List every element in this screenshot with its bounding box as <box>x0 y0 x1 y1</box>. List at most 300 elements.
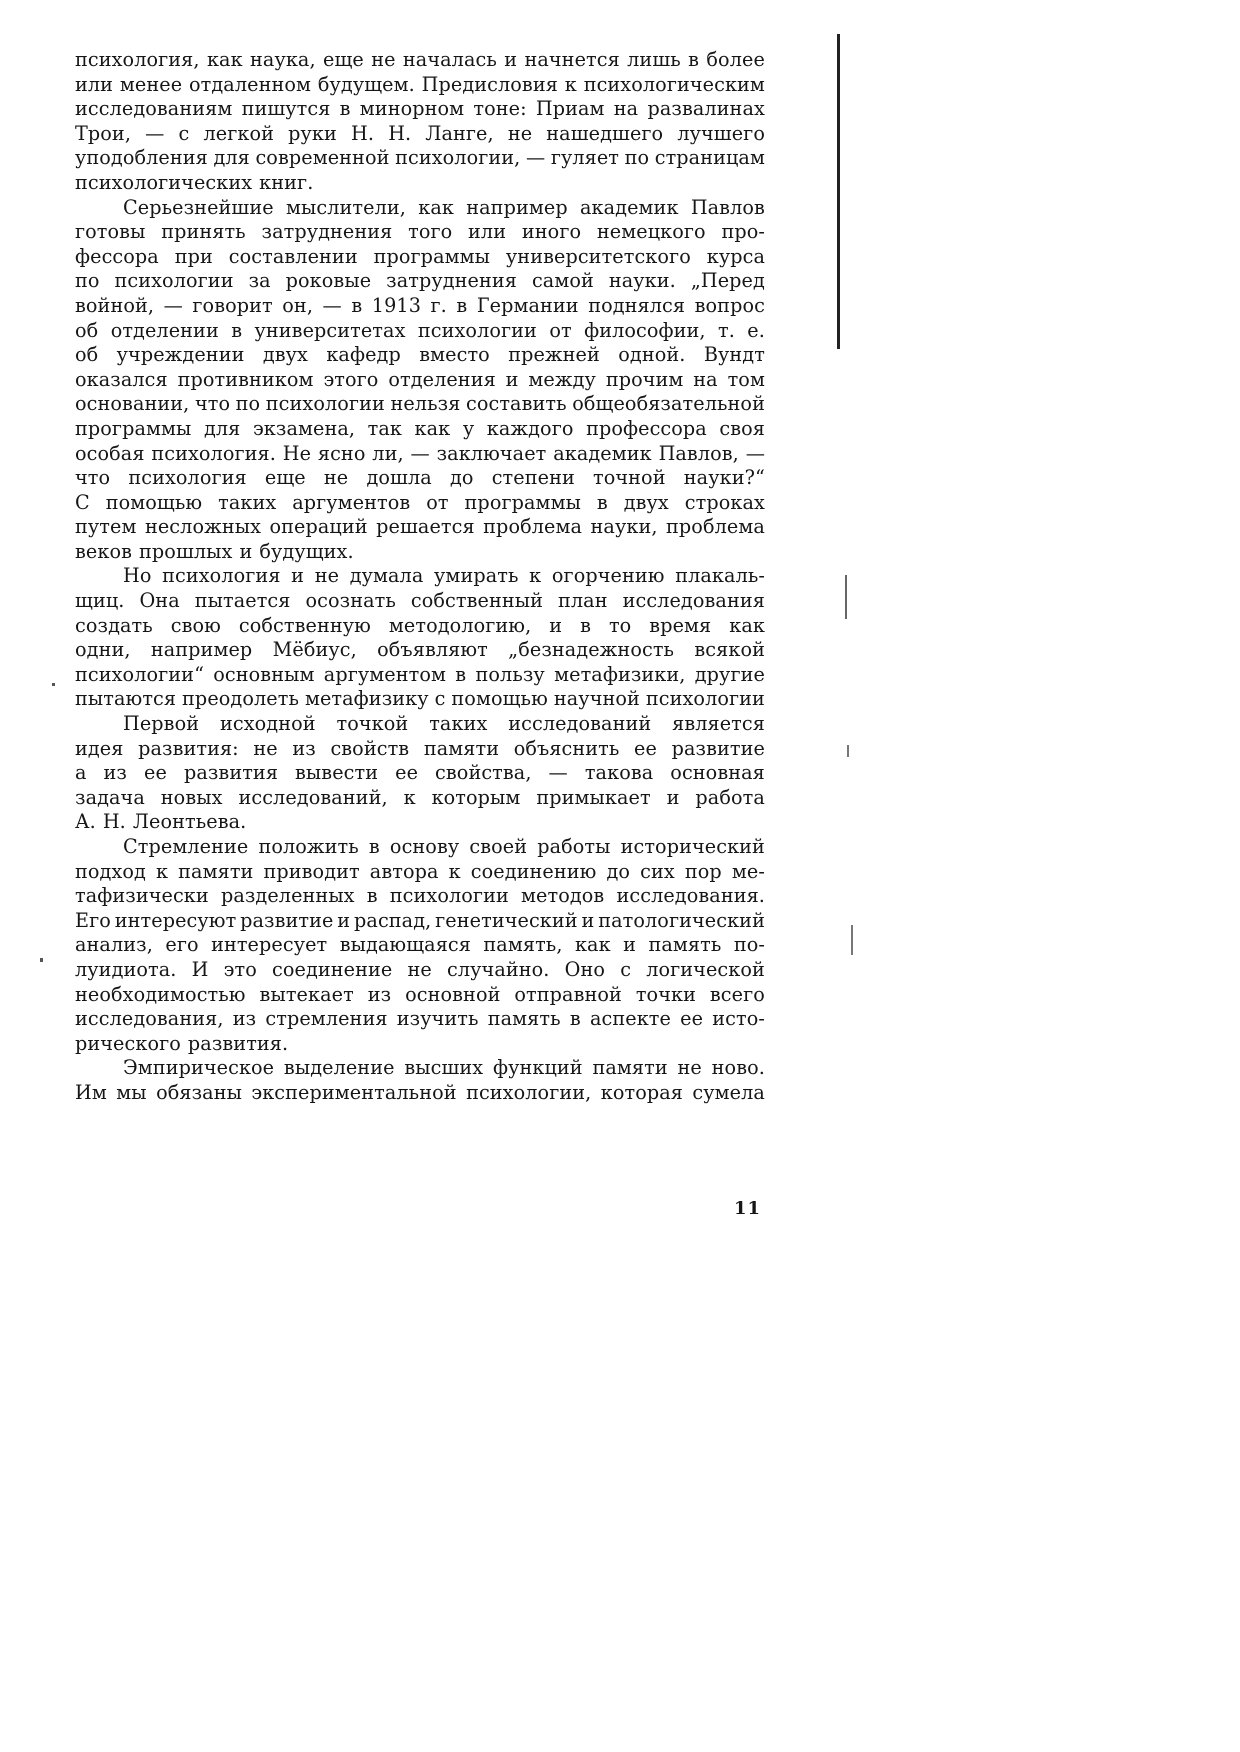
word: руки <box>288 121 337 145</box>
word: по <box>235 392 261 416</box>
word: его <box>165 933 199 957</box>
word: самой <box>531 269 594 293</box>
word: решается <box>376 515 475 539</box>
word: лишь <box>627 48 681 71</box>
word: книг. <box>259 170 314 194</box>
word: функций <box>492 1056 583 1080</box>
word: основании, <box>75 392 190 416</box>
word: не <box>253 736 278 760</box>
word: умирать <box>434 564 519 588</box>
word: развитие <box>671 736 765 760</box>
word: несложных <box>144 515 262 539</box>
word: особая <box>75 441 145 465</box>
word: психологическим <box>583 72 765 96</box>
word: которая <box>600 1080 683 1104</box>
word: психологии, <box>395 146 521 170</box>
word: рического <box>75 1031 181 1055</box>
word: И <box>191 957 209 981</box>
word: методологию, <box>388 613 532 637</box>
word: об <box>75 318 99 342</box>
word: Эмпирическое <box>123 1056 275 1080</box>
text-line <box>75 73 765 98</box>
word: огорчению <box>551 564 665 588</box>
word: ее <box>634 736 657 760</box>
word: университетского <box>505 244 691 268</box>
text-line <box>75 343 765 368</box>
word: основной <box>405 982 501 1006</box>
word: С <box>75 490 90 514</box>
word: исследований, <box>238 785 388 809</box>
word: профессора <box>586 416 707 440</box>
word: является <box>672 712 765 736</box>
word: „безнадежность <box>508 638 675 662</box>
word: Н. <box>102 810 126 834</box>
word: исходной <box>220 712 316 736</box>
word: Трои, <box>75 121 132 145</box>
body-text <box>75 48 765 1106</box>
word: в <box>351 293 363 317</box>
word: каждого <box>486 416 574 440</box>
word: от <box>426 490 449 514</box>
word: Павлов <box>690 195 765 219</box>
word: ново. <box>711 1056 765 1080</box>
word: психологии, <box>466 1080 592 1104</box>
word: начнется <box>524 48 620 71</box>
text-line <box>75 220 765 245</box>
word: психология, <box>75 48 200 71</box>
text-line <box>75 294 765 319</box>
word: от <box>549 318 572 342</box>
word: экзамена, <box>252 416 356 440</box>
word: плакаль- <box>675 564 765 588</box>
word: прочим <box>605 367 684 391</box>
word: основным <box>213 662 315 686</box>
word: осознать <box>305 589 396 613</box>
text-line <box>75 319 765 344</box>
word: Приам <box>535 97 605 121</box>
word: развития <box>183 761 279 785</box>
word: дошла <box>366 466 432 490</box>
word: — <box>525 146 546 170</box>
text-line <box>75 392 765 417</box>
word: свойств <box>330 736 410 760</box>
word: исследования, <box>75 1007 224 1031</box>
word: в <box>688 48 700 71</box>
word: в <box>366 884 378 908</box>
word: Серьезнейшие <box>123 195 274 219</box>
word: Но <box>123 564 152 588</box>
text-line <box>75 269 765 294</box>
word: не <box>677 1056 702 1080</box>
word: Н. <box>388 121 412 145</box>
word: том <box>727 367 765 391</box>
word: г. <box>430 293 447 317</box>
text-line <box>75 786 765 811</box>
word: аспекте <box>589 1007 671 1031</box>
word: развитие <box>240 908 334 932</box>
word: то <box>608 613 632 637</box>
word: одной. <box>618 343 686 367</box>
word: к <box>156 859 169 883</box>
text-line <box>75 146 765 171</box>
text-line <box>75 983 765 1008</box>
word: тоне: <box>473 97 527 121</box>
scan-artifact-mark <box>845 575 847 619</box>
word: не <box>507 121 533 145</box>
word: патологический <box>598 908 765 932</box>
word: в <box>580 613 592 637</box>
word: исследований <box>508 712 652 736</box>
word: к <box>564 72 577 96</box>
text-line <box>75 97 765 122</box>
word: как <box>729 613 765 637</box>
word: иного <box>521 220 582 244</box>
word: и <box>623 933 637 957</box>
text-line <box>75 564 765 589</box>
word: аргументов <box>292 490 411 514</box>
word: пытается <box>194 589 291 613</box>
word: как <box>414 416 451 440</box>
word: с <box>620 957 632 981</box>
word: Первой <box>123 712 200 736</box>
word: двух <box>262 343 308 367</box>
word: память <box>648 933 722 957</box>
text-line <box>75 663 765 688</box>
word: Леонтьева. <box>132 810 247 834</box>
word: памяти <box>423 736 500 760</box>
word: не <box>323 466 349 490</box>
word: путем <box>75 515 137 539</box>
word: Павлов, <box>658 441 739 465</box>
word: к <box>448 859 461 883</box>
word: программы <box>75 416 192 440</box>
word: ясно <box>317 441 366 465</box>
word: из <box>103 761 128 785</box>
word: в <box>569 1007 581 1031</box>
word: наука, <box>250 48 316 71</box>
word: вместо <box>419 343 490 367</box>
word: как <box>418 195 454 219</box>
word: логической <box>646 957 765 981</box>
word: случайно. <box>447 957 550 981</box>
word: 1913 <box>371 293 422 317</box>
word: собственный <box>410 589 543 613</box>
word: нельзя <box>390 392 461 416</box>
word: академик <box>553 441 652 465</box>
word: ее <box>395 761 419 785</box>
text-line <box>75 860 765 885</box>
word: „Перед <box>690 269 765 293</box>
word: минорном <box>359 97 465 121</box>
word: думала <box>349 564 424 588</box>
word: пользу <box>475 662 545 686</box>
word: Стремление <box>123 835 249 858</box>
word: легкой <box>203 121 275 145</box>
word: точки <box>635 982 696 1006</box>
word: Его <box>75 908 111 932</box>
word: уподобления <box>75 146 208 170</box>
word: изучить <box>396 1007 479 1031</box>
word: всего <box>709 982 765 1006</box>
word: ее <box>680 1007 704 1031</box>
word: работы <box>537 835 611 858</box>
word: не <box>407 957 432 981</box>
word: разделенных <box>220 884 355 908</box>
word: — <box>548 761 568 785</box>
text-line <box>75 171 765 196</box>
word: веков <box>75 539 133 563</box>
word: Н. <box>351 121 375 145</box>
word: основу <box>389 835 460 858</box>
word: примыкает <box>536 785 651 809</box>
word: Им <box>75 1080 107 1104</box>
word: психологии <box>645 687 765 711</box>
word: ли, <box>372 441 404 465</box>
word: методов <box>521 884 605 908</box>
word: пишутся <box>241 97 331 121</box>
word: не <box>314 564 340 588</box>
text-line <box>75 958 765 983</box>
word: прежней <box>508 343 600 367</box>
word: создать <box>75 613 153 637</box>
word: обязаны <box>156 1080 242 1104</box>
word: будущих. <box>259 539 354 563</box>
word: по <box>624 146 650 170</box>
word: — <box>322 293 342 317</box>
word: немецкого <box>596 220 706 244</box>
word: науки, <box>590 515 658 539</box>
text-line <box>75 614 765 639</box>
scan-artifact-mark <box>40 958 43 962</box>
word: вывести <box>295 761 379 785</box>
word: и <box>504 48 518 71</box>
word: память <box>487 1007 561 1031</box>
word: свойства, <box>435 761 532 785</box>
word: за <box>248 269 271 293</box>
text-line <box>75 737 765 762</box>
word: объявляют <box>377 638 488 662</box>
word: он, <box>282 293 314 317</box>
word: из <box>292 736 316 760</box>
word: задача <box>75 785 145 809</box>
word: пытаются <box>75 687 177 711</box>
word: исследованиям <box>75 97 233 121</box>
word: исследования <box>622 589 765 613</box>
text-line <box>75 589 765 614</box>
word: так <box>367 416 402 440</box>
word: метафизики, <box>554 662 686 686</box>
word: гуляет <box>550 146 620 170</box>
word: Вундт <box>703 343 765 367</box>
word: пор <box>684 859 722 883</box>
word: развалинах <box>647 97 765 121</box>
text-line <box>75 1081 765 1106</box>
scan-artifact-mark <box>52 683 55 686</box>
word: отделения <box>388 367 496 391</box>
word: таких <box>429 712 488 736</box>
word: подход <box>75 859 146 883</box>
word: психологии <box>265 392 385 416</box>
word: т. <box>718 318 735 342</box>
word: распад, <box>354 908 432 932</box>
word: фессора <box>75 244 159 268</box>
word: в <box>339 97 351 121</box>
word: или <box>75 72 114 96</box>
word: психология. <box>151 441 276 465</box>
word: развития. <box>187 1031 289 1055</box>
word: мыслители, <box>285 195 406 219</box>
word: преодолеть <box>182 687 299 711</box>
text-line <box>75 1032 765 1057</box>
scan-artifact-mark <box>847 745 849 757</box>
word: общеобязательной <box>572 392 765 416</box>
word: нашедшего <box>546 121 664 145</box>
word: университетах <box>254 318 406 342</box>
word: вопрос <box>694 293 765 317</box>
word: на <box>693 367 718 391</box>
word: к <box>529 564 542 588</box>
word: соединение <box>272 957 393 981</box>
text-line <box>75 810 765 835</box>
word: по- <box>733 933 765 957</box>
word: одни, <box>75 638 131 662</box>
word: отправной <box>514 982 622 1006</box>
word: другие <box>694 662 765 686</box>
word: свою <box>170 613 221 637</box>
text-line <box>75 687 765 712</box>
word: например <box>466 195 568 219</box>
word: из <box>367 982 392 1006</box>
word: выдающаяся <box>339 933 471 957</box>
word: тафизически <box>75 884 209 908</box>
word: принять <box>161 220 246 244</box>
word: приводит <box>263 859 360 883</box>
word: интересуют <box>114 908 237 932</box>
word: и <box>337 908 351 932</box>
word: новых <box>160 785 223 809</box>
word: собственную <box>238 613 371 637</box>
word: программы <box>373 244 491 268</box>
word: к <box>403 785 416 809</box>
text-line <box>75 909 765 934</box>
word: этого <box>323 367 379 391</box>
text-line <box>75 1056 765 1081</box>
word: как <box>574 933 611 957</box>
text-line <box>75 368 765 393</box>
text-line <box>75 884 765 909</box>
word: менее <box>119 72 183 96</box>
word: аргументом <box>323 662 447 686</box>
word: памяти <box>592 1056 668 1080</box>
word: развития: <box>138 736 239 760</box>
word: высших <box>404 1056 484 1080</box>
word: психология <box>128 466 247 490</box>
word: лучшего <box>677 121 765 145</box>
text-line <box>75 122 765 147</box>
word: точкой <box>336 712 409 736</box>
text-line <box>75 933 765 958</box>
text-line <box>75 245 765 270</box>
word: противником <box>177 367 314 391</box>
word: которым <box>431 785 521 809</box>
word: всякой <box>694 638 765 662</box>
word: план <box>558 589 608 613</box>
word: заключает <box>436 441 547 465</box>
word: ее <box>144 761 167 785</box>
scan-artifact-mark <box>837 34 840 349</box>
text-line <box>75 515 765 540</box>
word: объяснить <box>513 736 620 760</box>
word: современной <box>255 146 390 170</box>
word: соединению <box>470 859 597 883</box>
text-line <box>75 712 765 737</box>
word: научной <box>553 687 640 711</box>
text-line <box>75 761 765 786</box>
word: Не <box>282 441 312 465</box>
scan-artifact-mark <box>851 925 853 955</box>
word: Оно <box>564 957 606 981</box>
word: сих <box>640 859 675 883</box>
word: войной, <box>75 293 155 317</box>
word: в <box>455 662 467 686</box>
word: генетический <box>435 908 578 932</box>
word: и <box>505 367 519 391</box>
word: е. <box>747 318 765 342</box>
word: более <box>706 48 765 71</box>
word: психологических <box>75 170 253 194</box>
word: помощью <box>451 687 548 711</box>
word: с <box>434 687 446 711</box>
word: будущем. <box>317 72 415 96</box>
word: поднялся <box>588 293 686 317</box>
word: анализ, <box>75 933 153 957</box>
word: Предисловия <box>421 72 558 96</box>
word: А. <box>75 810 96 834</box>
word: и <box>239 539 253 563</box>
word: ме- <box>731 859 765 883</box>
word: это <box>223 957 257 981</box>
word: философии, <box>584 318 706 342</box>
word: — <box>145 121 165 145</box>
word: еще <box>323 48 364 71</box>
text-line <box>75 835 765 860</box>
word: психологии <box>417 318 537 342</box>
word: сумела <box>692 1080 765 1104</box>
word: выделение <box>283 1056 395 1080</box>
word: с <box>178 121 190 145</box>
word: проблема <box>666 515 765 539</box>
word: таких <box>218 490 277 514</box>
word: степени <box>491 466 575 490</box>
word: об <box>75 343 99 367</box>
word: на <box>613 97 639 121</box>
word: до <box>449 466 474 490</box>
word: Мёбиус, <box>272 638 357 662</box>
text-line <box>75 540 765 565</box>
word: исторический <box>620 835 765 858</box>
word: исследования. <box>616 884 765 908</box>
word: затруднения <box>261 220 393 244</box>
word: память, <box>483 933 563 957</box>
word: стремления <box>265 1007 388 1031</box>
text-line <box>75 466 765 491</box>
word: не <box>371 48 396 71</box>
text-line <box>75 491 765 516</box>
word: про- <box>721 220 765 244</box>
word: операций <box>269 515 368 539</box>
word: готовы <box>75 220 146 244</box>
word: например <box>150 638 253 662</box>
